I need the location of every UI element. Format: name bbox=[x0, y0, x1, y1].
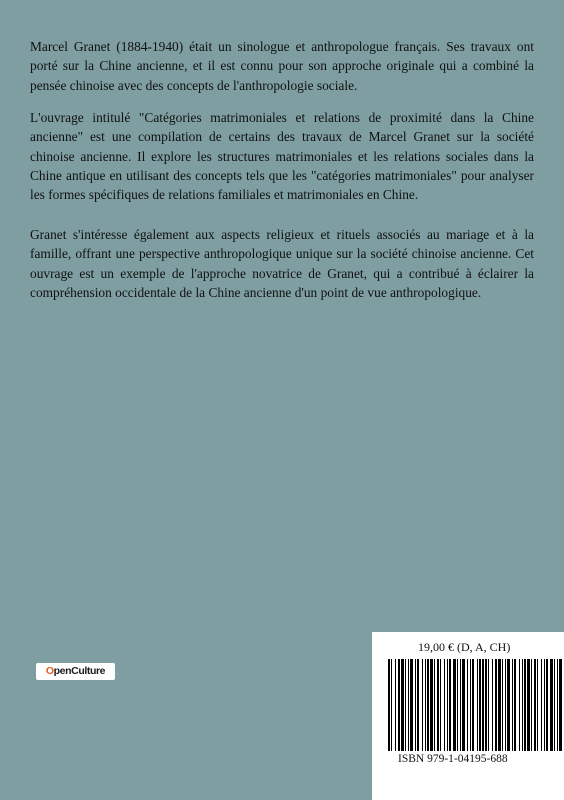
barcode-bar bbox=[537, 659, 538, 751]
barcode-bar bbox=[534, 659, 536, 751]
logo-prefix: O bbox=[45, 665, 54, 677]
barcode-bar bbox=[449, 659, 451, 751]
paragraph-book-significance: Granet s'intéresse également aux aspects religieux et rituels associés au mariage et à la famille, offrant une perspective anthropologique unique sur la société chinoise ancienne. Cet ouvrage est un exemple de l'approche novatrice de Granet, qui a contribué à éclairer la compréhension occidentale de la Chine ancienne d'un point de vue anthropologique. bbox=[30, 227, 534, 300]
publisher-logo bbox=[36, 663, 115, 680]
barcode-bar bbox=[388, 659, 390, 751]
barcode-bar bbox=[544, 659, 545, 751]
barcode-bar bbox=[430, 659, 433, 751]
barcode-bar bbox=[522, 659, 523, 751]
barcode-bar bbox=[457, 659, 458, 751]
barcode-bar bbox=[488, 659, 489, 751]
isbn-label: ISBN 979-1-04195-688 bbox=[398, 753, 508, 765]
barcode-bar bbox=[541, 659, 542, 751]
price-barcode-box bbox=[372, 632, 564, 800]
barcode-bar bbox=[479, 659, 481, 751]
barcode-bar bbox=[514, 659, 516, 751]
barcode-bar bbox=[505, 659, 506, 751]
barcode-bar bbox=[415, 659, 416, 751]
barcode-bar bbox=[417, 659, 419, 751]
barcode-icon bbox=[388, 659, 564, 751]
barcode-bar bbox=[467, 659, 468, 751]
barcode-bar bbox=[477, 659, 478, 751]
barcode-bar bbox=[550, 659, 553, 751]
barcode-bar bbox=[557, 659, 558, 751]
barcode-bar bbox=[554, 659, 555, 751]
barcode-bar bbox=[410, 659, 413, 751]
barcode-bar bbox=[502, 659, 503, 751]
price-label: 19,00 € (D, A, CH) bbox=[418, 640, 511, 654]
barcode-bar bbox=[470, 659, 471, 751]
barcode-bar bbox=[453, 659, 456, 751]
barcode-bar bbox=[395, 659, 396, 751]
barcode-bar bbox=[440, 659, 441, 751]
barcode-bar bbox=[482, 659, 484, 751]
paragraph-book-summary: L'ouvrage intitulé "Catégories matrimoniales et relations de proximité dans la Chine ancienne" est une compilation de certains des travaux de Marcel Granet sur la société chinoise ancienne. Il explore les structures matrimoniales et les relations sociales dans la Chine antique en utilisant des concepts tels que les "catégories matrimoniales" pour analyser les formes spécifiques de relations familiales et matrimoniales en Chine. bbox=[30, 110, 534, 203]
barcode-bar bbox=[546, 659, 548, 751]
logo-text: penCulture bbox=[53, 665, 106, 677]
barcode-bar bbox=[460, 659, 461, 751]
barcode-bar bbox=[472, 659, 474, 751]
barcode-bar bbox=[427, 659, 429, 751]
barcode-bar bbox=[447, 659, 448, 751]
barcode-bar bbox=[401, 659, 404, 751]
barcode-bar bbox=[408, 659, 409, 751]
barcode-bar bbox=[507, 659, 510, 751]
barcode-bar bbox=[531, 659, 532, 751]
barcode-bar bbox=[485, 659, 487, 751]
barcode-bar bbox=[425, 659, 426, 751]
barcode-bar bbox=[498, 659, 501, 751]
barcode-bar bbox=[422, 659, 423, 751]
barcode-bar bbox=[527, 659, 530, 751]
barcode-bar bbox=[391, 659, 392, 751]
barcode-bar bbox=[559, 659, 562, 751]
barcode-bar bbox=[492, 659, 493, 751]
barcode-bar bbox=[444, 659, 445, 751]
barcode-bar bbox=[437, 659, 439, 751]
barcode-bar bbox=[512, 659, 513, 751]
paragraph-author-bio: Marcel Granet (1884-1940) était un sinologue et anthropologue français. Ses travaux ont porté sur la Chine ancienne, et il est connu pour son approche originale qui a combiné la pensée chinoise avec des concepts de l'anthropologie sociale. bbox=[30, 39, 534, 93]
barcode-bar bbox=[462, 659, 465, 751]
barcode-bar bbox=[519, 659, 520, 751]
barcode-bar bbox=[524, 659, 526, 751]
barcode-bar bbox=[398, 659, 400, 751]
barcode-bar bbox=[495, 659, 497, 751]
barcode-bar bbox=[405, 659, 406, 751]
barcode-bar bbox=[434, 659, 435, 751]
